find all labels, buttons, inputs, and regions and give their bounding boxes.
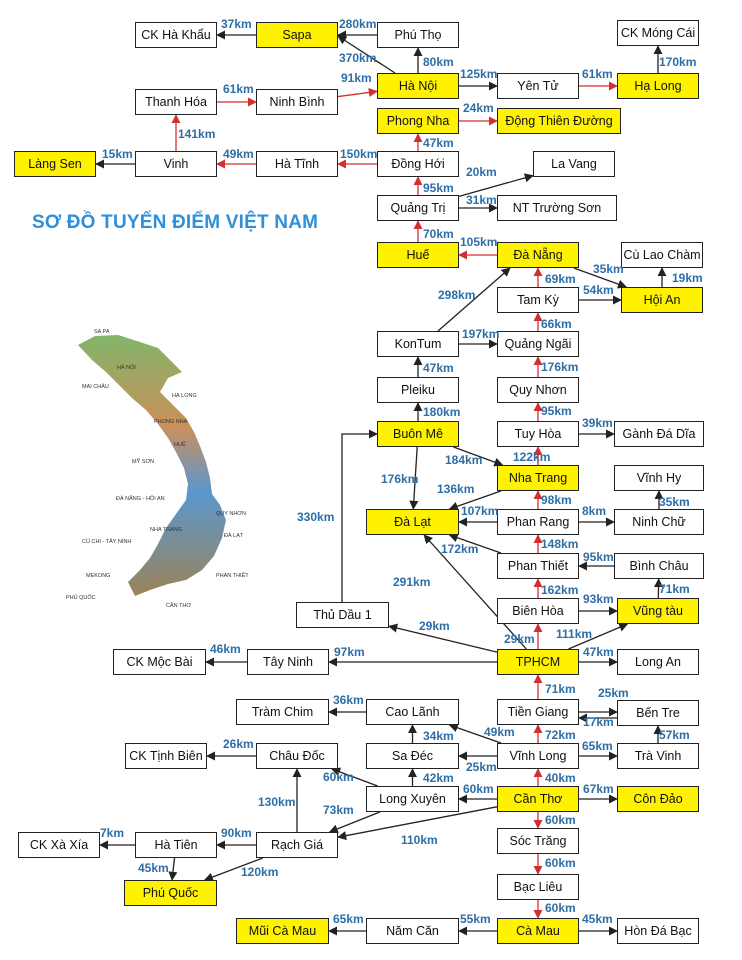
node-vinh: Vinh <box>135 151 217 177</box>
distance-label-hoian-to-culaocham: 19km <box>672 271 703 285</box>
distance-label-ninhchu-to-vinhhy: 35km <box>659 495 690 509</box>
distance-label-baclieu-to-camau: 60km <box>545 901 576 915</box>
distance-label-tphcm-to-vungtau: 111km <box>556 627 593 641</box>
node-hanoi: Hà Nội <box>377 73 459 99</box>
distance-label-donghoi-to-hatinh: 150km <box>340 147 378 161</box>
distance-label-vinhlong-to-tiengiang: 72km <box>545 728 576 742</box>
distance-label-hatien-to-phuquoc: 45km <box>138 861 169 875</box>
distance-label-rachgia-to-hatien: 90km <box>221 826 252 840</box>
distance-label-thanhhoa-to-ninhbinh: 61km <box>223 82 254 96</box>
distance-label-cantho-to-vinhlong: 40km <box>545 771 576 785</box>
distance-label-phutho-to-sapa: 280km <box>339 17 377 31</box>
distance-label-rachgia-to-chaudoc: 130km <box>258 795 296 809</box>
node-tayninh: Tây Ninh <box>247 649 329 675</box>
map-label: CẦN THƠ <box>166 603 192 609</box>
node-langsen: Làng Sen <box>14 151 96 177</box>
distance-label-kontum-to-danang: 298km <box>438 288 476 302</box>
distance-label-tphcm-to-thudau1: 29km <box>419 619 450 633</box>
node-kontum: KonTum <box>377 331 459 357</box>
distance-label-kontum-to-quangngai: 197km <box>462 327 500 341</box>
distance-label-buonme-to-nhatrang: 184km <box>445 453 483 467</box>
map-label: MEKONG <box>86 573 111 579</box>
distance-label-tphcm-to-tayninh: 97km <box>334 645 365 659</box>
map-label: MAI CHÂU <box>82 384 109 390</box>
distance-label-cantho-to-condao: 67km <box>583 782 614 796</box>
node-hatinh: Hà Tĩnh <box>256 151 338 177</box>
distance-label-ninhbinh-to-hanoi: 91km <box>341 71 372 85</box>
node-phutho: Phú Thọ <box>377 22 459 48</box>
distance-label-hatien-to-ckxaxia: 7km <box>100 826 125 840</box>
distance-label-camau-to-hondabac: 45km <box>582 912 613 926</box>
node-quangtri: Quảng Trị <box>377 195 459 221</box>
map-label: SA PA <box>94 329 110 335</box>
distance-label-phanrang-to-dalat: 107km <box>461 504 499 518</box>
distance-label-thudau1-to-buonme: 330km <box>297 510 335 524</box>
node-condao: Côn Đảo <box>617 786 699 812</box>
node-phanrang: Phan Rang <box>497 509 579 535</box>
distance-label-donghoi-to-phongnha: 47km <box>423 136 454 150</box>
distance-label-longxuyen-to-sadec: 42km <box>423 771 454 785</box>
node-namcan: Năm Căn <box>366 918 459 944</box>
node-ninhbinh: Ninh Bình <box>256 89 338 115</box>
distance-label-phanthiet-to-dalat: 172km <box>441 542 479 556</box>
node-baclieu: Bạc Liêu <box>497 874 579 900</box>
distance-label-hanoi-to-yentu: 125km <box>460 67 498 81</box>
distance-label-tphcm-to-dalat: 291km <box>393 575 431 589</box>
distance-label-longxuyen-to-rachgia: 73km <box>323 803 354 817</box>
distance-label-quynhon-to-quangngai: 176km <box>541 360 579 374</box>
node-yentu: Yên Tử <box>497 73 579 99</box>
distance-label-rachgia-to-phuquoc: 120km <box>241 865 279 879</box>
distance-label-longxuyen-to-chaudoc: 60km <box>323 770 354 784</box>
distance-label-tamky-to-hoian: 54km <box>583 283 614 297</box>
distance-label-cantho-to-longxuyen: 60km <box>463 782 494 796</box>
distance-label-camau-to-namcan: 55km <box>460 912 491 926</box>
distance-label-tayninh-to-ckmocbai: 46km <box>210 642 241 656</box>
node-thudau1: Thủ Dầu 1 <box>296 602 389 628</box>
node-ckxaxia: CK Xà Xía <box>18 832 100 858</box>
node-travinh: Trà Vinh <box>617 743 699 769</box>
node-ninhchu: Ninh Chữ <box>614 509 704 535</box>
distance-label-danang-to-hoian: 35km <box>593 262 624 276</box>
distance-label-chaudoc-to-cktinhbien: 26km <box>223 737 254 751</box>
diagram-title: SƠ ĐỒ TUYẾN ĐIỂM VIỆT NAM <box>32 212 319 233</box>
node-phanthiet: Phan Thiết <box>497 553 579 579</box>
node-caolanh: Cao Lãnh <box>366 699 459 725</box>
node-hoian: Hội An <box>621 287 703 313</box>
node-ckmongcai: CK Móng Cái <box>617 20 699 46</box>
node-donghoi: Đồng Hới <box>377 151 459 177</box>
distance-label-hanoi-to-phutho: 80km <box>423 55 454 69</box>
node-quynhon: Quy Nhơn <box>497 377 579 403</box>
map-label: MỸ SƠN <box>132 459 155 465</box>
distance-label-hanoi-to-sapa: 370km <box>339 51 377 65</box>
distance-label-pleiku-to-kontum: 47km <box>423 361 454 375</box>
distance-label-hue-to-quangtri: 70km <box>423 227 454 241</box>
node-ckmocbai: CK Mộc Bài <box>113 649 206 675</box>
distance-label-caolanh-to-tramchim: 36km <box>333 693 364 707</box>
node-longan: Long An <box>617 649 699 675</box>
node-hondabac: Hòn Đá Bạc <box>617 918 699 944</box>
distance-label-tphcm-to-longan: 47km <box>583 645 614 659</box>
distance-label-tphcm-to-bienhoa: 29km <box>504 632 535 646</box>
map-label: HUẾ <box>174 442 186 448</box>
distance-label-danang-to-hue: 105km <box>460 235 498 249</box>
node-pleiku: Pleiku <box>377 377 459 403</box>
distance-label-tiengiang-to-bentre: 25km <box>598 686 629 700</box>
node-bienhoa: Biên Hòa <box>497 598 579 624</box>
node-tuyhoa: Tuy Hòa <box>497 421 579 447</box>
distance-label-soctrang-to-baclieu: 60km <box>545 856 576 870</box>
distance-label-quangtri-to-lavang: 20km <box>466 165 497 179</box>
node-binhchau: Bình Châu <box>614 553 704 579</box>
node-tamky: Tam Kỳ <box>497 287 579 313</box>
node-camau: Cà Mau <box>497 918 579 944</box>
node-bentre: Bến Tre <box>617 700 699 726</box>
distance-label-quangngai-to-tamky: 66km <box>541 317 572 331</box>
distance-label-vinh-to-thanhhoa: 141km <box>178 127 216 141</box>
node-phongnha: Phong Nha <box>377 108 459 134</box>
map-label: PHAN THIẾT <box>216 573 249 579</box>
node-culaocham: Cù Lao Chàm <box>621 242 703 268</box>
node-rachgia: Rạch Giá <box>256 832 338 858</box>
node-hatien: Hà Tiên <box>135 832 217 858</box>
distance-label-phanrang-to-ninhchu: 8km <box>582 504 607 518</box>
distance-label-quangtri-to-nttruongson: 31km <box>466 193 497 207</box>
distance-label-sadec-to-caolanh: 34km <box>423 729 454 743</box>
distance-label-nhatrang-to-tuyhoa: 122km <box>513 450 551 464</box>
node-buonme: Buôn Mê <box>377 421 459 447</box>
distance-label-tuyhoa-to-quynhon: 95km <box>541 404 572 418</box>
node-sapa: Sapa <box>256 22 338 48</box>
distance-label-tuyhoa-to-ganhdadia: 39km <box>582 416 613 430</box>
distance-label-phanrang-to-nhatrang: 98km <box>541 493 572 507</box>
node-dongthienduong: Động Thiên Đường <box>497 108 621 134</box>
node-vinhlong: Vĩnh Long <box>497 743 579 769</box>
distance-label-vungtau-to-binhchau: 71km <box>659 582 690 596</box>
distance-label-halong-to-ckmongcai: 170km <box>659 55 697 69</box>
distance-label-quangtri-to-donghoi: 95km <box>423 181 454 195</box>
node-halong: Hạ Long <box>617 73 699 99</box>
node-danang: Đà Nẵng <box>497 242 579 268</box>
distance-label-yentu-to-halong: 61km <box>582 67 613 81</box>
node-vinhhy: Vĩnh Hy <box>614 465 704 491</box>
distance-label-namcan-to-muicamau: 65km <box>333 912 364 926</box>
distance-label-vinhlong-to-travinh: 65km <box>582 739 613 753</box>
node-cktinhbien: CK Tịnh Biên <box>125 743 207 769</box>
node-thanhhoa: Thanh Hóa <box>135 89 217 115</box>
node-chaudoc: Châu Đốc <box>256 743 338 769</box>
distance-label-bentre-to-tiengiang: 17km <box>583 715 614 729</box>
node-ganhdadia: Gành Đá Dĩa <box>614 421 704 447</box>
distance-label-phongnha-to-dongthienduong: 24km <box>463 101 494 115</box>
map-label: PHÚ QUỐC <box>66 595 96 601</box>
node-tphcm: TPHCM <box>497 649 579 675</box>
node-nttruongson: NT Trường Sơn <box>497 195 617 221</box>
map-label: HÀ NỘI <box>117 365 136 371</box>
distance-label-bienhoa-to-vungtau: 93km <box>583 592 614 606</box>
node-nhatrang: Nha Trang <box>497 465 579 491</box>
map-label: NHA TRANG <box>150 527 182 533</box>
distance-label-buonme-to-dalat: 176km <box>381 472 419 486</box>
map-label: ĐÀ LẠT <box>224 533 244 539</box>
distance-label-phanthiet-to-phanrang: 148km <box>541 537 579 551</box>
distance-label-nhatrang-to-dalat: 136km <box>437 482 475 496</box>
distance-label-travinh-to-bentre: 57km <box>659 728 690 742</box>
map-label: HẠ LONG <box>172 393 197 399</box>
distance-label-tamky-to-danang: 69km <box>545 272 576 286</box>
distance-label-buonme-to-pleiku: 180km <box>423 405 461 419</box>
distance-label-vinhlong-to-sadec: 25km <box>466 760 497 774</box>
node-hue: Huế <box>377 242 459 268</box>
map-label: ĐÀ NẴNG - HỘI AN <box>116 496 165 502</box>
distance-label-hatinh-to-vinh: 49km <box>223 147 254 161</box>
node-phuquoc: Phú Quốc <box>124 880 217 906</box>
distance-label-cantho-to-rachgia: 110km <box>401 833 438 847</box>
node-lavang: La Vang <box>533 151 615 177</box>
node-vungtau: Vũng tàu <box>617 598 699 624</box>
node-cantho: Cần Thơ <box>497 786 579 812</box>
node-quangngai: Quảng Ngãi <box>497 331 579 357</box>
node-muicamau: Mũi Cà Mau <box>236 918 329 944</box>
map-label: QUY NHƠN <box>216 511 246 517</box>
distance-label-binhchau-to-phanthiet: 95km <box>583 550 614 564</box>
node-tramchim: Tràm Chim <box>236 699 329 725</box>
map-label: CỦ CHI - TÂY NINH <box>82 539 132 545</box>
node-sadec: Sa Đéc <box>366 743 459 769</box>
distance-label-sapa-to-ckhakhau: 37km <box>221 17 252 31</box>
distance-label-bienhoa-to-phanthiet: 162km <box>541 583 579 597</box>
node-dalat: Đà Lạt <box>366 509 459 535</box>
node-tiengiang: Tiền Giang <box>497 699 579 725</box>
distance-label-vinh-to-langsen: 15km <box>102 147 133 161</box>
distance-label-cantho-to-soctrang: 60km <box>545 813 576 827</box>
node-longxuyen: Long Xuyên <box>366 786 459 812</box>
map-label: PHONG NHA <box>154 419 188 425</box>
node-ckhakhau: CK Hà Khẩu <box>135 22 217 48</box>
distance-label-vinhlong-to-caolanh: 49km <box>484 725 515 739</box>
node-soctrang: Sóc Trăng <box>497 828 579 854</box>
distance-label-tiengiang-to-tphcm: 71km <box>545 682 576 696</box>
